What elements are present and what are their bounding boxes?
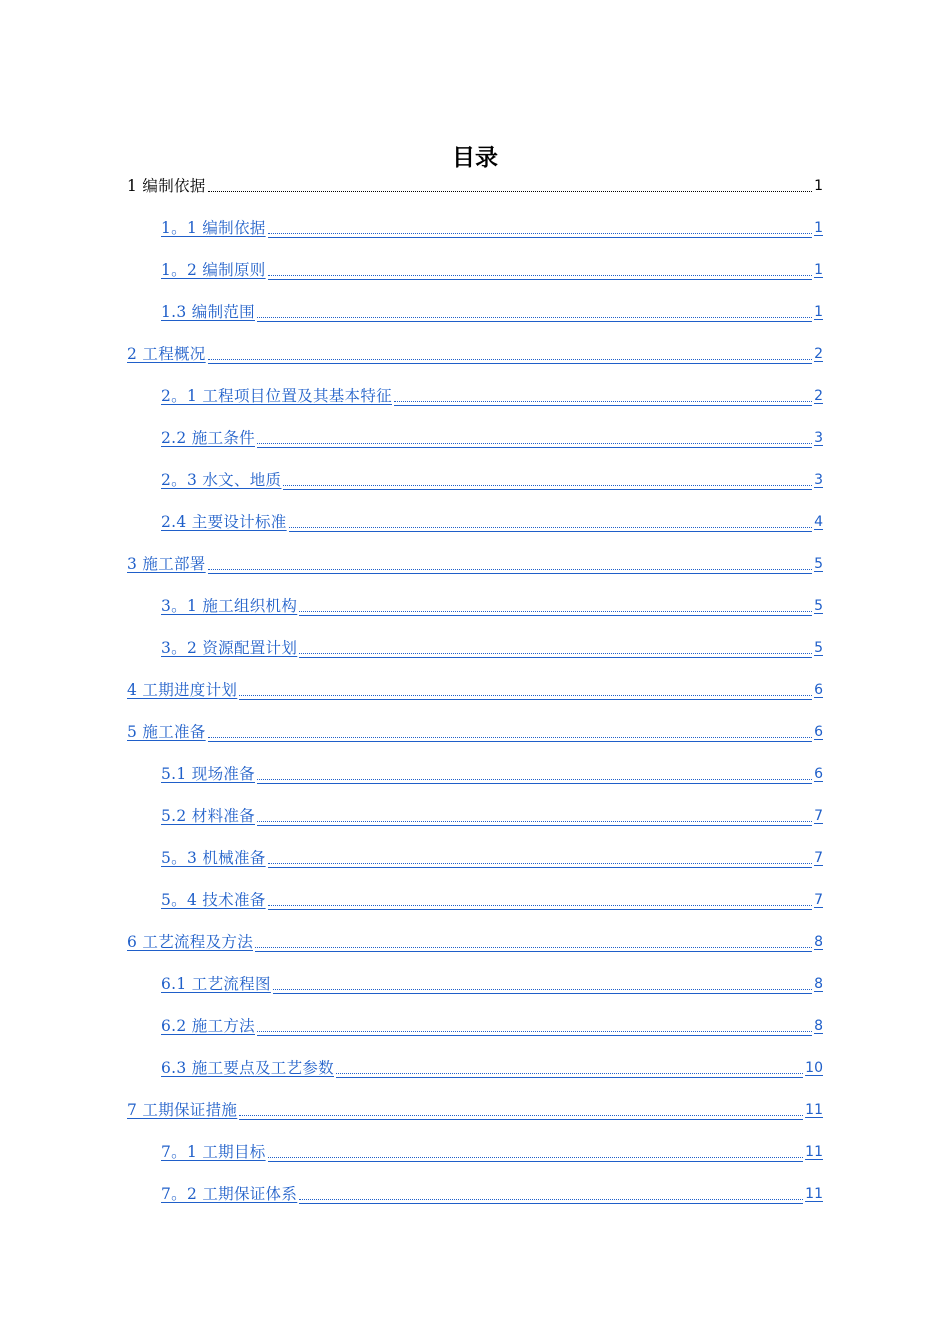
toc-entry-2[interactable] [127,196,823,238]
toc-entry-page-number: 7 [814,808,823,824]
toc-entry-label: 5。3 机械准备 [161,849,266,867]
toc-dot-leader [273,974,812,994]
toc-entry-label: 5.2 材料准备 [161,807,255,825]
toc-dot-leader [299,638,812,658]
toc-entry-23[interactable] [127,1078,823,1120]
toc-entry-page-number: 8 [814,976,823,992]
toc-entry-page-number: 7 [814,850,823,866]
toc-entry-page-number: 5 [814,598,823,614]
toc-entry-page-number: 11 [805,1144,823,1160]
toc-entry-label: 4 工期进度计划 [127,681,238,699]
toc-dot-leader [208,554,812,574]
toc-entry-label: 2 工程概况 [127,345,206,363]
toc-dot-leader [289,512,813,532]
toc-entry-page-number: 8 [814,934,823,950]
toc-entry-6[interactable] [127,364,823,406]
toc-entry-label: 6 工艺流程及方法 [127,933,253,951]
toc-entry-label: 7 工期保证措施 [127,1101,238,1119]
toc-entry-17[interactable] [127,826,823,868]
toc-dot-leader [257,764,812,784]
toc-dot-leader [268,260,813,280]
toc-entry-25[interactable] [127,1162,823,1204]
toc-dot-leader [336,1058,803,1078]
table-of-contents [127,168,823,1204]
toc-entry-3[interactable] [127,238,823,280]
toc-entry-1[interactable] [127,168,823,196]
toc-entry-page-number: 2 [814,388,823,404]
toc-entry-13[interactable] [127,658,823,700]
toc-entry-page-number: 6 [814,766,823,782]
toc-entry-label: 2.2 施工条件 [161,429,255,447]
toc-entry-9[interactable] [127,490,823,532]
toc-dot-leader [239,680,812,700]
toc-dot-leader [208,176,812,196]
toc-entry-14[interactable] [127,700,823,742]
toc-entry-label: 6.3 施工要点及工艺参数 [161,1059,334,1077]
toc-entry-20[interactable] [127,952,823,994]
toc-dot-leader [268,890,813,910]
toc-entry-label: 1。1 编制依据 [161,219,266,237]
toc-entry-label: 5 施工准备 [127,723,206,741]
toc-dot-leader [257,1016,812,1036]
toc-title: 目录 [452,145,498,171]
toc-entry-24[interactable] [127,1120,823,1162]
toc-entry-label: 2。1 工程项目位置及其基本特征 [161,387,392,405]
toc-entry-page-number: 4 [814,514,823,530]
toc-entry-15[interactable] [127,742,823,784]
toc-entry-label: 7。1 工期目标 [161,1143,266,1161]
toc-entry-label: 1。2 编制原则 [161,261,266,279]
toc-entry-page-number: 6 [814,682,823,698]
toc-entry-label: 3 施工部署 [127,555,206,573]
toc-dot-leader [257,428,812,448]
toc-dot-leader [268,218,813,238]
toc-entry-8[interactable] [127,448,823,490]
toc-entry-11[interactable] [127,574,823,616]
toc-dot-leader [239,1100,803,1120]
toc-entry-page-number: 7 [814,892,823,908]
toc-entry-page-number: 11 [805,1186,823,1202]
toc-dot-leader [394,386,812,406]
toc-entry-page-number: 1 [814,262,823,278]
toc-dot-leader [257,302,812,322]
toc-entry-page-number: 8 [814,1018,823,1034]
toc-entry-label: 7。2 工期保证体系 [161,1185,298,1203]
toc-entry-16[interactable] [127,784,823,826]
toc-dot-leader [257,806,812,826]
toc-entry-19[interactable] [127,910,823,952]
toc-entry-label: 5.1 现场准备 [161,765,255,783]
toc-entry-label: 3。2 资源配置计划 [161,639,298,657]
toc-dot-leader [208,344,812,364]
toc-entry-10[interactable] [127,532,823,574]
toc-entry-18[interactable] [127,868,823,910]
toc-entry-label: 2.4 主要设计标准 [161,513,287,531]
toc-entry-page-number: 11 [805,1102,823,1118]
toc-entry-page-number: 10 [805,1060,823,1076]
toc-entry-page-number: 5 [814,556,823,572]
toc-dot-leader [255,932,812,952]
toc-entry-page-number: 3 [814,430,823,446]
toc-entry-page-number: 5 [814,640,823,656]
toc-entry-12[interactable] [127,616,823,658]
toc-entry-page-number: 1 [814,178,823,194]
toc-entry-label: 1.3 编制范围 [161,303,255,321]
toc-entry-label: 6.2 施工方法 [161,1017,255,1035]
toc-entry-label: 3。1 施工组织机构 [161,597,298,615]
toc-entry-label: 6.1 工艺流程图 [161,975,271,993]
toc-entry-page-number: 1 [814,220,823,236]
toc-dot-leader [299,596,812,616]
toc-entry-label: 1 编制依据 [127,177,206,195]
toc-entry-21[interactable] [127,994,823,1036]
toc-dot-leader [299,1184,803,1204]
toc-entry-label: 2。3 水文、地质 [161,471,282,489]
toc-entry-7[interactable] [127,406,823,448]
toc-entry-label: 5。4 技术准备 [161,891,266,909]
toc-entry-5[interactable] [127,322,823,364]
toc-entry-page-number: 1 [814,304,823,320]
toc-entry-22[interactable] [127,1036,823,1078]
toc-dot-leader [268,848,813,868]
toc-dot-leader [208,722,812,742]
toc-entry-page-number: 2 [814,346,823,362]
toc-entry-page-number: 6 [814,724,823,740]
toc-dot-leader [268,1142,804,1162]
toc-dot-leader [283,470,812,490]
toc-entry-page-number: 3 [814,472,823,488]
toc-entry-4[interactable] [127,280,823,322]
